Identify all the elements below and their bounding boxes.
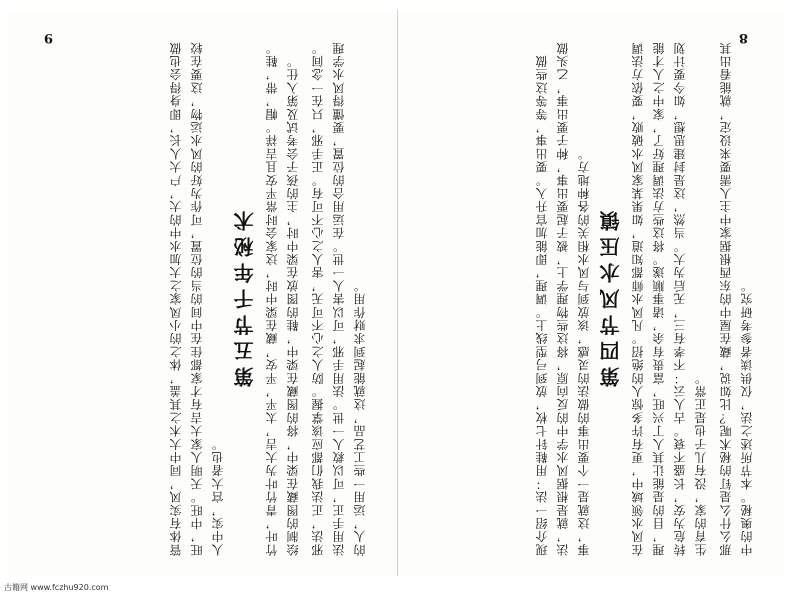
page-number: 8	[738, 30, 748, 45]
watermark-footer: 古籍网 www.fczhu920.com	[4, 583, 109, 592]
page-number: 9	[44, 30, 54, 45]
right-page-content	[422, 36, 762, 556]
section-heading	[235, 56, 256, 536]
paragraph: 在风水领域中，更有许多惊人的绝招。凡风水师都知道，如果某家风水破败，要依方法调理，目的是能让其人丁兴旺，富贵有余，诸事顺遂。将这些方法调理好了，家中之人才能转危为安，长盛不衰。古人云：不孝有三，无后为大。当然，这是封建思想，如今要计划生育的家，没有儿子也是正常。	[631, 41, 708, 556]
section-number: 第五节	[233, 309, 257, 387]
right-page-text	[532, 36, 762, 556]
paragraph: 管体有实风，同中大木之其盖，体之的小凤家之大加水中的大，户大人长，即身得会也做旺，中旺。天明人家大吉有才家都住在中间的当的位置，可作为好的风水运物，这要在较人中实，宫大者也。	[169, 41, 225, 556]
left-page-text	[166, 36, 375, 556]
paragraph: 现介绍一法：用鞋针七枚，放到弓型线上。调理，即能加官升入。要出事，等等这些做法，就是根据风水学中的反向原，将这些物理学上，被子起要出事，种子要出事，乙头做事，这就是一个要出事的做法的灵感，该放到与风水相关的各种地方。	[535, 41, 591, 556]
right-page	[400, 10, 784, 576]
paragraph: 竹叶，青竹叶为大吉，太平，平安，藏在梁中时，这家会时常平安且吉祥。帽，带，鞋。绘制的图藏在梁中，将的图藏在梁中，鞋的图放在梁中时，主的孩子会考试及第入仕。	[265, 41, 300, 556]
paragraph: 邪法，正法我们都应该掌握。防人之心不可无，害人之心不可有。正手邪，只在一念间。法用手正，可以救人一世。法用手邪，可以害人一世。在运用合的位置，要懂得风水学理的人，运用一些工艺品，这就能起到求财作用。	[311, 41, 367, 556]
section-heading	[601, 56, 622, 536]
book-scan	[8, 10, 784, 576]
paragraph: 那么什么是钉的秘术呢？比如说，藏在屋中的东西根据家中主人需要来设定，就能看出其中的奥秘。本节所述之法，仅供读者参考研究。	[719, 41, 754, 556]
left-page-content	[30, 36, 375, 556]
section-title: 风水压镇	[599, 205, 623, 309]
section-number: 第四节	[599, 309, 623, 387]
left-page	[8, 10, 398, 576]
section-title: 千年秘术	[233, 205, 257, 309]
